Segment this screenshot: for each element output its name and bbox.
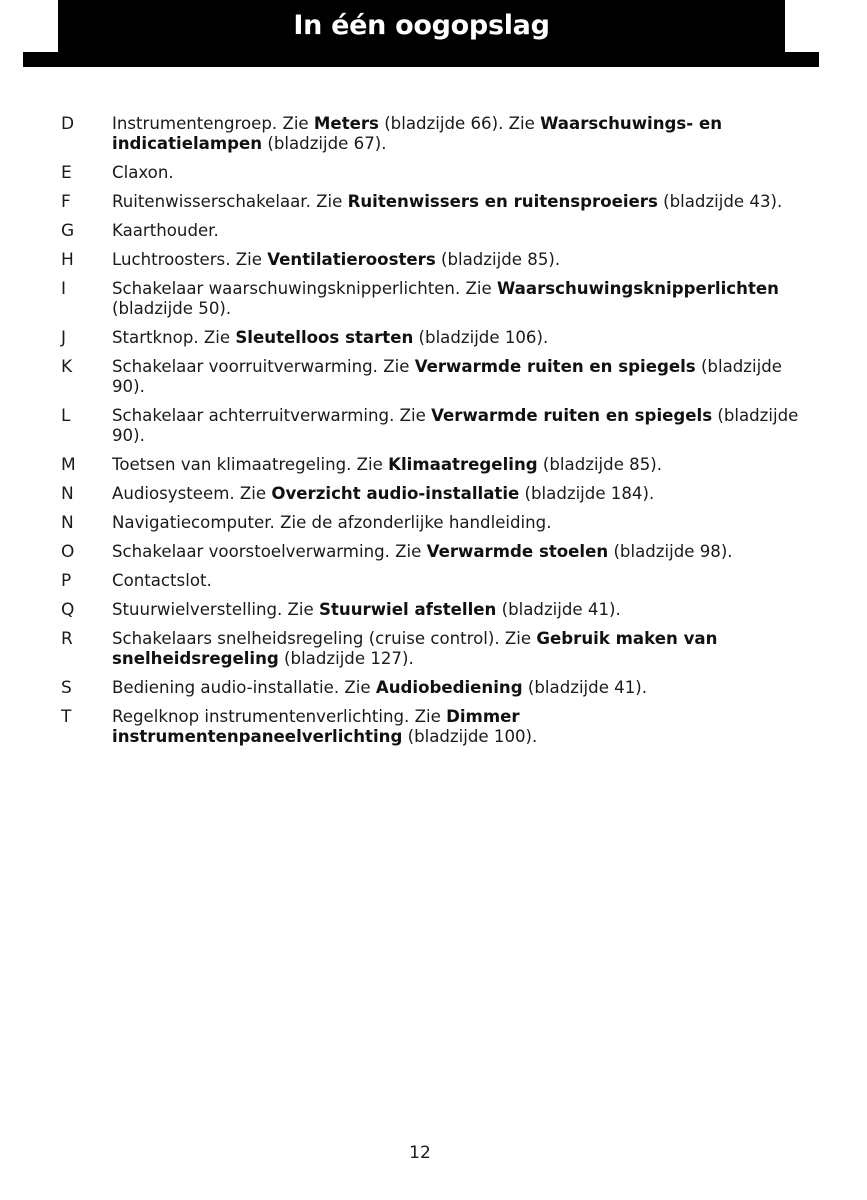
entry-n-navigation — [0, 513, 867, 533]
entry-text: Contactslot. — [112, 571, 212, 590]
entry-reference: Ventilatieroosters — [267, 250, 436, 269]
entry-letter: R — [61, 629, 73, 649]
entry-text: Startknop. Zie Sleutelloos starten (bladzijde 106). — [112, 328, 549, 347]
entry-reference: Stuurwiel afstellen — [319, 600, 497, 619]
entry-text: Audiosysteem. Zie Overzicht audio-installatie (bladzijde 184). — [112, 484, 655, 503]
entry-k — [0, 357, 867, 397]
entry-o — [0, 542, 867, 562]
entry-p — [0, 571, 867, 591]
entry-letter: K — [61, 357, 73, 377]
entry-s — [0, 678, 867, 698]
entry-m — [0, 455, 867, 475]
entry-reference: Klimaatregeling — [388, 455, 538, 474]
entry-letter: D — [61, 114, 75, 134]
entry-letter: N — [61, 484, 74, 504]
entry-text: Schakelaar achterruitverwarming. Zie Verwarmde ruiten en spiegels (bladzijde 90). — [112, 406, 799, 445]
entry-text: Navigatiecomputer. Zie de afzonderlijke handleiding. — [112, 513, 552, 532]
entry-letter: I — [61, 279, 67, 299]
entry-text: Stuurwielverstelling. Zie Stuurwiel afstellen (bladzijde 41). — [112, 600, 621, 619]
entry-r — [0, 629, 867, 669]
entry-text: Kaarthouder. — [112, 221, 219, 240]
entry-letter: N — [61, 513, 74, 533]
entry-letter: O — [61, 542, 75, 562]
entry-l — [0, 406, 867, 446]
entry-letter: Q — [61, 600, 75, 620]
entry-letter: L — [61, 406, 71, 426]
entry-text: Schakelaars snelheidsregeling (cruise control). Zie Gebruik maken van snelheidsregeling (bladzijde 127). — [112, 629, 718, 668]
entry-h — [0, 250, 867, 270]
entry-text: Schakelaar voorruitverwarming. Zie Verwarmde ruiten en spiegels (bladzijde 90). — [112, 357, 782, 396]
entry-text: Claxon. — [112, 163, 174, 182]
entry-reference: Waarschuwings- en indicatielampen — [112, 114, 723, 153]
entry-g — [0, 221, 867, 241]
entry-q — [0, 600, 867, 620]
entry-reference: Sleutelloos starten — [235, 328, 414, 347]
header-rule — [23, 52, 819, 67]
entry-reference: Verwarmde stoelen — [426, 542, 609, 561]
entry-reference: Dimmer instrumentenpaneelverlichting — [112, 707, 520, 746]
entry-f — [0, 192, 867, 212]
entry-reference: Audiobediening — [375, 678, 523, 697]
entry-n-audio — [0, 484, 867, 504]
entry-text: Ruitenwisserschakelaar. Zie Ruitenwissers en ruitensproeiers (bladzijde 43). — [112, 192, 783, 211]
entry-t — [0, 707, 867, 747]
entry-reference: Verwarmde ruiten en spiegels — [414, 357, 696, 376]
entry-letter: T — [61, 707, 72, 727]
entry-reference: Waarschuwingsknipperlichten — [496, 279, 779, 298]
page-number: 12 — [409, 1143, 431, 1163]
entry-text: Regelknop instrumentenverlichting. Zie Dimmer instrumentenpaneelverlichting (bladzijde 100). — [112, 707, 538, 746]
entry-text: Schakelaar voorstoelverwarming. Zie Verwarmde stoelen (bladzijde 98). — [112, 542, 733, 561]
entry-text: Schakelaar waarschuwingsknipperlichten. Zie Waarschuwingsknipperlichten (bladzijde 50). — [112, 279, 779, 318]
entry-letter: H — [61, 250, 74, 270]
entry-letter: J — [61, 328, 67, 348]
entry-text: Toetsen van klimaatregeling. Zie Klimaatregeling (bladzijde 85). — [112, 455, 663, 474]
entry-list — [0, 114, 867, 756]
entry-reference: Verwarmde ruiten en spiegels — [431, 406, 713, 425]
entry-reference: Meters — [313, 114, 379, 133]
entry-reference: Overzicht audio-installatie — [271, 484, 520, 503]
page-title: In één oogopslag — [293, 10, 550, 41]
entry-letter: G — [61, 221, 75, 241]
entry-j — [0, 328, 867, 348]
entry-letter: M — [61, 455, 76, 475]
entry-text: Bediening audio-installatie. Zie Audiobediening (bladzijde 41). — [112, 678, 648, 697]
entry-letter: P — [61, 571, 72, 591]
entry-letter: S — [61, 678, 72, 698]
entry-text: Instrumentengroep. Zie Meters (bladzijde 66). Zie Waarschuwings- en indicatielampen (bladzijde 67). — [112, 114, 723, 153]
entry-i — [0, 279, 867, 319]
entry-e — [0, 163, 867, 183]
entry-letter: F — [61, 192, 71, 212]
entry-letter: E — [61, 163, 72, 183]
entry-reference: Gebruik maken van snelheidsregeling — [112, 629, 718, 668]
entry-text: Luchtroosters. Zie Ventilatieroosters (bladzijde 85). — [112, 250, 561, 269]
entry-reference: Ruitenwissers en ruitensproeiers — [347, 192, 658, 211]
entry-d — [0, 114, 867, 154]
